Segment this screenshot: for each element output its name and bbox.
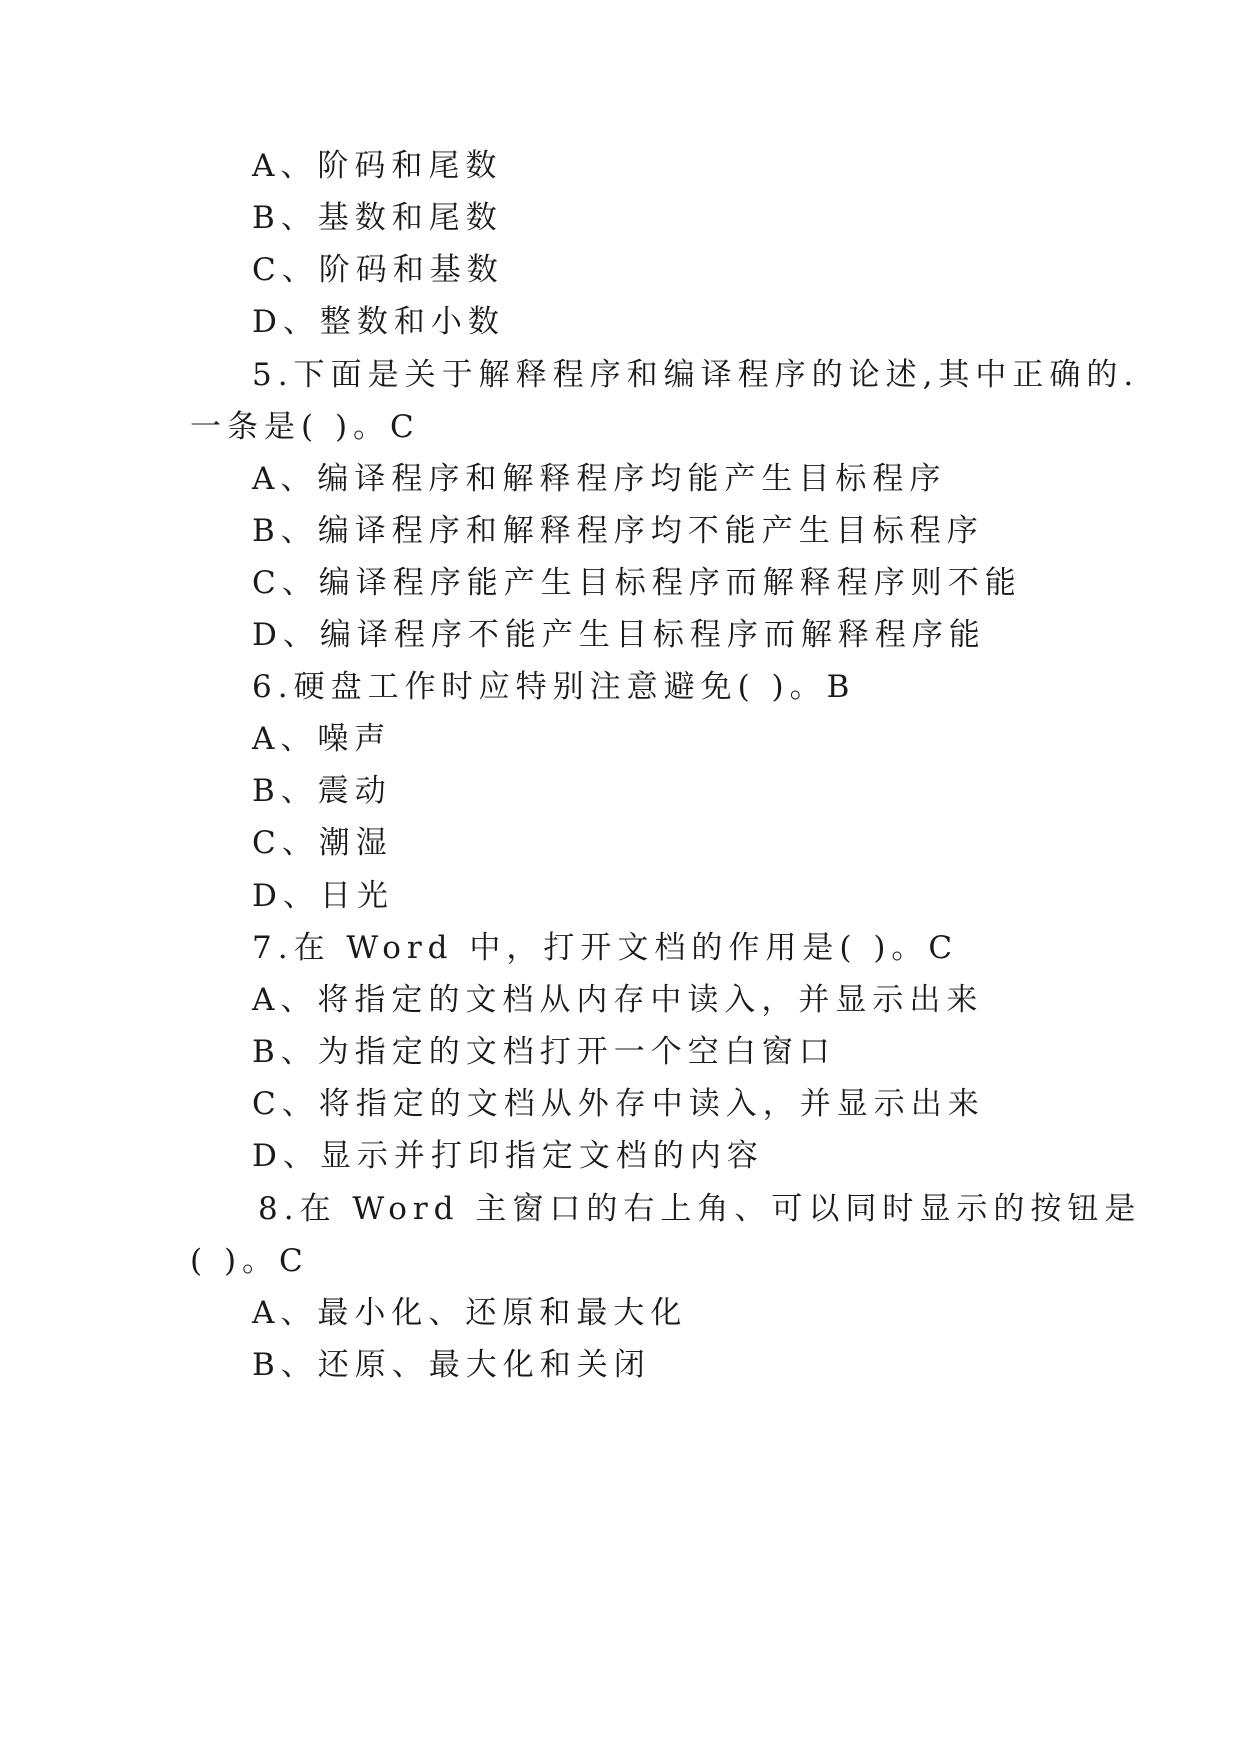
q5-option-c: C、编译程序能产生目标程序而解释程序则不能: [252, 565, 1022, 601]
q5-stem-line2: 一条是( )。C: [190, 409, 420, 445]
q4-option-d: D、整数和小数: [252, 304, 505, 340]
q6-option-d: D、日光: [252, 878, 394, 914]
q5-stem-line1: 5.下面是关于解释程序和编译程序的论述,其中正确的.: [252, 357, 1140, 393]
q4-option-a: A、阶码和尾数: [252, 148, 503, 184]
q5-option-d: D、编译程序不能产生目标程序而解释程序能: [252, 617, 986, 653]
q6-option-c: C、潮湿: [252, 825, 393, 861]
q8-option-b: B、还原、最大化和关闭: [252, 1347, 651, 1383]
q4-option-c: C、阶码和基数: [252, 252, 504, 288]
q5-option-a: A、编译程序和解释程序均能产生目标程序: [252, 461, 947, 497]
q7-option-c: C、将指定的文档从外存中读入，并显示出来: [252, 1086, 985, 1122]
q5-option-b: B、编译程序和解释程序均不能产生目标程序: [252, 513, 984, 549]
q7-option-a: A、将指定的文档从内存中读入，并显示出来: [252, 982, 984, 1018]
q6-stem: 6.硬盘工作时应特别注意避免( )。B: [252, 669, 856, 705]
q8-stem-line2: ( )。C: [190, 1243, 309, 1279]
q7-option-d: D、显示并打印指定文档的内容: [252, 1138, 764, 1174]
q4-option-b: B、基数和尾数: [252, 200, 503, 236]
q6-option-b: B、震动: [252, 773, 392, 809]
q8-option-a: A、最小化、还原和最大化: [252, 1295, 688, 1331]
q6-option-a: A、噪声: [252, 721, 392, 757]
q7-option-b: B、为指定的文档打开一个空白窗口: [252, 1034, 836, 1070]
q7-stem: 7.在 Word 中，打开文档的作用是( )。C: [252, 930, 959, 966]
q8-stem-line1: 8.在 Word 主窗口的右上角、可以同时显示的按钮是: [258, 1191, 1142, 1227]
